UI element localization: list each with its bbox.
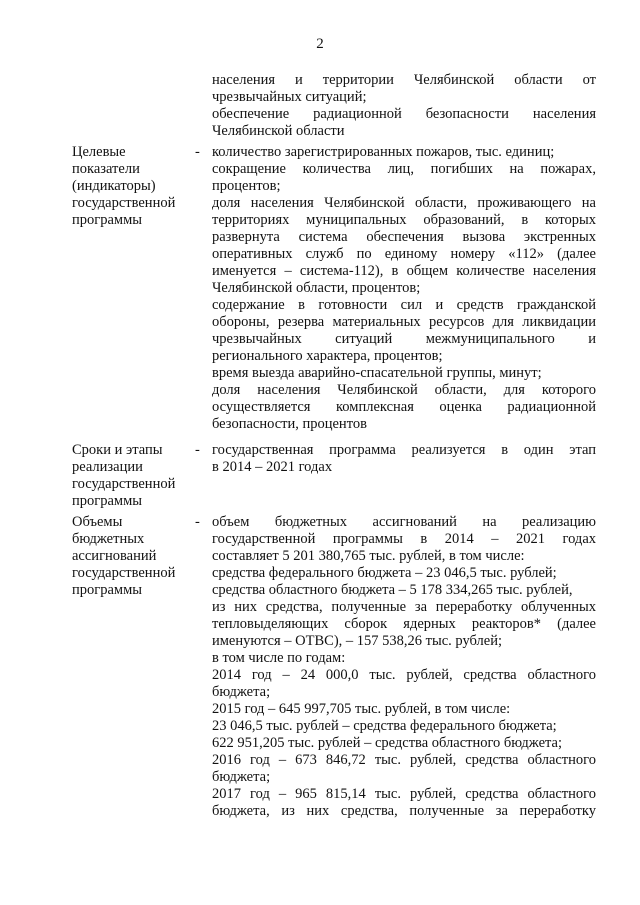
text-line: объем бюджетных ассигнований на реализацию [212,514,596,530]
label-line: показатели [72,161,140,177]
text-line: обороны, резерва материальных ресурсов для ликвидации [212,314,596,330]
text-line: безопасности, процентов [212,416,367,432]
label-line: (индикаторы) [72,178,156,194]
text-line: составляет 5 201 380,765 тыс. рублей, в том числе: [212,548,525,564]
text-line: именуется – система-112), в общем количестве населения [212,263,596,279]
label-line: государственной [72,565,176,581]
text-line: бюджета; [212,769,271,785]
text-line: государственной программы в 2014 – 2021 годах [212,531,596,547]
section-label [72,514,190,599]
dash: - [195,442,200,458]
text-line: Челябинской области [212,123,345,139]
text-line: 23 046,5 тыс. рублей – средства федерального бюджета; [212,718,557,734]
dash: - [195,514,200,530]
label-line: программы [72,582,142,598]
text-line: время выезда аварийно-спасательной группы, минут; [212,365,542,381]
text-line: чрезвычайных ситуаций; [212,89,367,105]
label-line: Целевые [72,144,126,160]
text-line: количество зарегистрированных пожаров, тыс. единиц; [212,144,555,160]
text-line: обеспечение радиационной безопасности населения [212,106,596,122]
text-line: развернута система обеспечения вызова экстренных [212,229,596,245]
dash: - [195,144,200,160]
label-line: программы [72,212,142,228]
text-line: бюджета, из них средства, полученные за переработку [212,803,596,819]
text-line: доля населения Челябинской области, для которого [212,382,596,398]
text-line: территориях муниципальных образований, в которых [212,212,596,228]
text-line: доля населения Челябинской области, проживающего на [212,195,596,211]
label-line: ассигнований [72,548,157,564]
text-line: из них средства, полученные за переработку облученных [212,599,596,615]
text-line: сокращение количества лиц, погибших на пожарах, [212,161,596,177]
label-line: Сроки и этапы [72,442,163,458]
label-line: Объемы [72,514,123,530]
text-line: содержание в готовности сил и средств гражданской [212,297,596,313]
text-line: тепловыделяющих сборок ядерных реакторов* (далее [212,616,596,632]
text-line: средства федерального бюджета – 23 046,5 тыс. рублей; [212,565,557,581]
text-line: 2017 год – 965 815,14 тыс. рублей, средства областного [212,786,596,802]
section-value [212,144,596,433]
text-line: чрезвычайных ситуаций межмуниципального и [212,331,596,347]
text-line: бюджета; [212,684,271,700]
text-line: именуются – ОТВС), – 157 538,26 тыс. рублей; [212,633,502,649]
intro-text [212,72,596,140]
section-value [212,442,596,476]
text-line: оперативных служб по единому номеру «112» (далее [212,246,596,262]
text-line: в 2014 – 2021 годах [212,459,333,475]
text-line: средства областного бюджета – 5 178 334,265 тыс. рублей, [212,582,573,598]
text-line: осуществляется комплексная оценка радиационной [212,399,596,415]
text-line: 2016 год – 673 846,72 тыс. рублей, средства областного [212,752,596,768]
text-line: государственная программа реализуется в один этап [212,442,596,458]
text-line: Челябинской области, процентов; [212,280,421,296]
text-line: 2015 год – 645 997,705 тыс. рублей, в том числе: [212,701,511,717]
label-line: программы [72,493,142,509]
label-line: бюджетных [72,531,145,547]
text-line: в том числе по годам: [212,650,346,666]
text-line: населения и территории Челябинской области от [212,72,596,88]
section-label [72,442,190,510]
page-number: 2 [316,36,324,52]
label-line: реализации [72,459,143,475]
section-value [212,514,596,820]
label-line: государственной [72,195,176,211]
text-line: 2014 год – 24 000,0 тыс. рублей, средства областного [212,667,596,683]
label-line: государственной [72,476,176,492]
text-line: 622 951,205 тыс. рублей – средства областного бюджета; [212,735,563,751]
text-line: регионального характера, процентов; [212,348,443,364]
section-label [72,144,190,229]
text-line: процентов; [212,178,281,194]
